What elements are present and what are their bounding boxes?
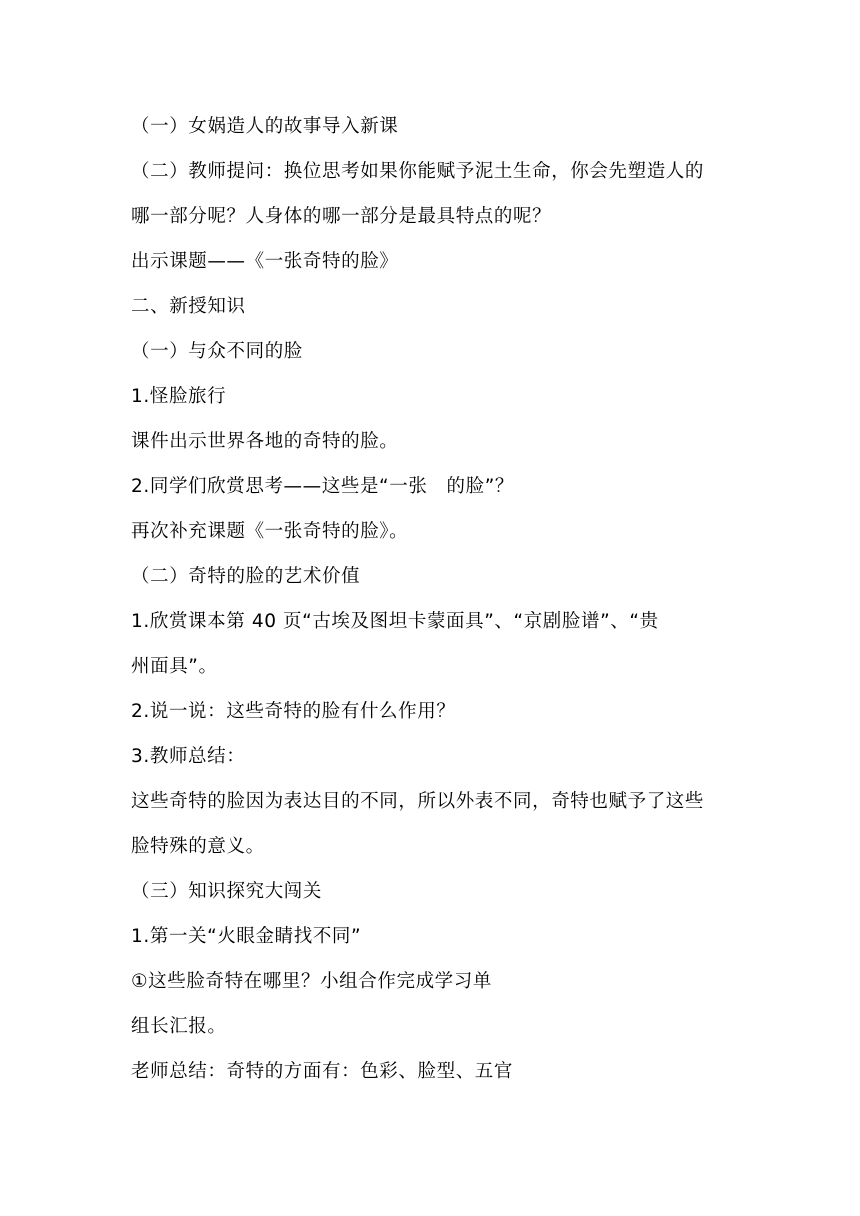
item-appreciate-textbook-1: 1.欣赏课本第 40 页“古埃及图坦卡蒙面具”、“京剧脸谱”、“贵 xyxy=(131,611,659,632)
paragraph-leader-report: 组长汇报。 xyxy=(131,1016,227,1037)
item-teacher-summary: 3.教师总结： xyxy=(131,746,246,767)
subheading-different-faces: （一）与众不同的脸 xyxy=(131,341,303,362)
subheading-knowledge-challenge: （三）知识探究大闯关 xyxy=(131,881,323,902)
item-where-strange: ①这些脸奇特在哪里？小组合作完成学习单 xyxy=(131,971,492,992)
item-appreciate-textbook-2: 州面具”。 xyxy=(131,656,218,677)
paragraph-teacher-question-1: （二）教师提问：换位思考如果你能赋予泥土生命，你会先塑造人的 xyxy=(131,161,705,182)
paragraph-summary-1: 这些奇特的脸因为表达目的不同，所以外表不同，奇特也赋予了这些 xyxy=(131,791,705,812)
subheading-art-value: （二）奇特的脸的艺术价值 xyxy=(131,566,361,587)
paragraph-teacher-conclusion: 老师总结：奇特的方面有：色彩、脸型、五官 xyxy=(131,1061,514,1082)
heading-intro-story: （一）女娲造人的故事导入新课 xyxy=(131,116,399,137)
item-students-appreciate: 2.同学们欣赏思考——这些是“一张 的脸”？ xyxy=(131,476,515,497)
paragraph-courseware-faces: 课件出示世界各地的奇特的脸。 xyxy=(131,431,399,452)
section-heading-new-knowledge: 二、新授知识 xyxy=(131,296,246,317)
item-first-level: 1.第一关“火眼金睛找不同” xyxy=(131,926,362,947)
item-say-function: 2.说一说：这些奇特的脸有什么作用？ xyxy=(131,701,456,722)
paragraph-supplement-title: 再次补充课题《一张奇特的脸》。 xyxy=(131,521,409,542)
paragraph-show-title: 出示课题——《一张奇特的脸》 xyxy=(131,251,399,272)
item-strange-face-trip: 1.怪脸旅行 xyxy=(131,386,227,407)
paragraph-teacher-question-2: 哪一部分呢？人身体的哪一部分是最具特点的呢？ xyxy=(131,206,552,227)
paragraph-summary-2: 脸特殊的意义。 xyxy=(131,836,265,857)
